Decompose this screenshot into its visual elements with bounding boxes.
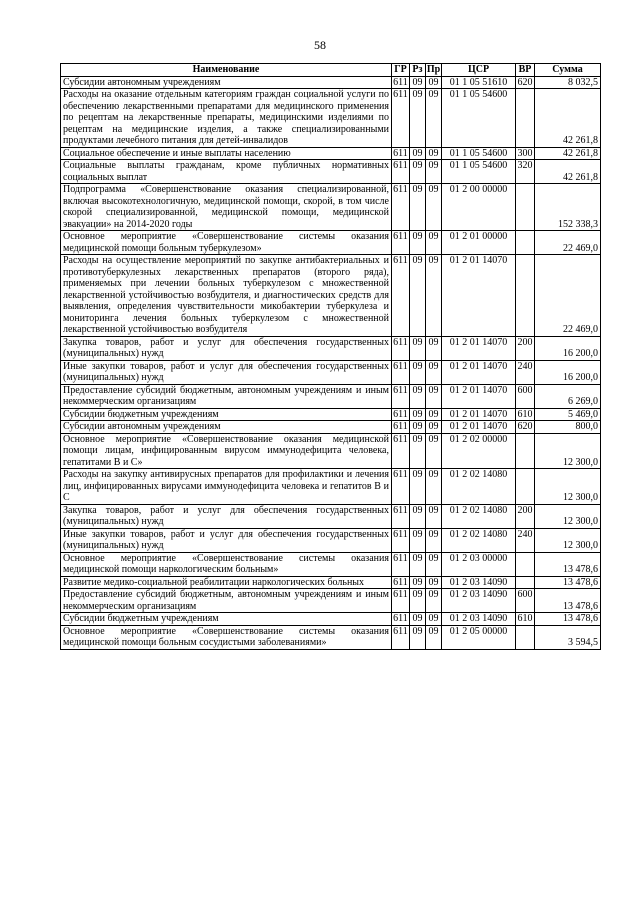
table-row [61,421,601,434]
cell-name: Иные закупки товаров, работ и услуг для обеспечения государственных (муниципальных) нужд [61,528,392,552]
cell-rz: 09 [410,360,426,384]
cell-rz: 09 [410,408,426,421]
table-row [61,255,601,337]
cell-csr: 01 1 05 54600 [442,147,516,160]
cell-name: Расходы на закупку антивирусных препаратов для профилактики и лечения лиц, инфицированных вирусами иммунодефицита человека и гепатитов В и С [61,469,392,505]
cell-rz: 09 [410,231,426,255]
cell-rz: 09 [410,528,426,552]
cell-pr: 09 [426,336,442,360]
header-gr: ГР [392,64,410,77]
cell-rz: 09 [410,589,426,613]
cell-sum: 152 338,3 [535,184,601,231]
cell-csr: 01 2 03 14090 [442,576,516,589]
cell-pr: 09 [426,469,442,505]
cell-name: Расходы на оказание отдельным категориям граждан социальной услуги по обеспечению лекарственными препаратами для медицинского применения по рецептам на лекарственные препараты, медицинскими изделиями по рецептам на медицинские изделия, а также специализированными продуктами лечебного питания для детей-инвалидов [61,89,392,148]
cell-pr: 09 [426,360,442,384]
cell-pr: 09 [426,76,442,89]
cell-gr: 611 [393,76,408,88]
cell-rz: 09 [410,613,426,626]
cell-gr: 611 [392,89,410,148]
table-row [61,469,601,505]
cell-name: Расходы на осуществление мероприятий по закупке антибактериальных и противотуберкулезных лекарственных препаратов (второго ряда), применяемых при лечении больных туберкулезом с множественной лекарственной устойчивостью возбудителя, и диагностических средств для выявления, определения чувствительности микобактерии туберкулеза и мониторинга лечения больных туберкулезом с множественной лекарственной устойчивостью возбудителя [61,255,392,337]
cell-csr: 01 2 01 14070 [442,255,516,337]
cell-pr: 09 [426,147,442,160]
cell-pr: 09 [426,504,442,528]
cell-vr: 200 [516,504,535,528]
cell-vr: 610 [517,408,533,420]
cell-vr: 600 [516,384,535,408]
cell-pr: 09 [426,589,442,613]
cell-pr: 09 [426,576,442,589]
cell-gr: 611 [393,613,408,624]
cell-gr: 611 [392,469,410,505]
cell-csr: 01 2 02 14080 [442,504,516,528]
table-row [61,408,601,421]
cell-sum: 12 300,0 [535,433,601,469]
budget-table [60,63,601,650]
header-rz: Рз [410,64,426,77]
table-body [61,76,601,649]
table-row [61,76,601,89]
cell-gr: 611 [393,421,408,432]
cell-vr [516,576,535,589]
cell-gr: 611 [392,360,410,384]
cell-csr: 01 2 01 14070 [442,360,516,384]
cell-csr: 01 2 02 14080 [442,469,516,505]
table-header-row [61,64,601,77]
cell-rz: 09 [410,184,426,231]
cell-rz: 09 [410,469,426,505]
cell-sum: 42 261,8 [535,89,601,148]
cell-sum: 42 261,8 [535,160,601,184]
cell-name: Иные закупки товаров, работ и услуг для обеспечения государственных (муниципальных) нужд [61,360,392,384]
cell-name: Закупка товаров, работ и услуг для обеспечения государственных (муниципальных) нужд [61,336,392,360]
cell-sum: 13 478,6 [535,589,601,613]
header-pr: Пр [426,64,441,75]
header-csr: ЦСР [442,64,516,77]
cell-name: Основное мероприятие «Совершенствование оказания медицинской помощи лицам, инфицированным вирусом иммунодефицита человека, гепатитами В и С» [61,433,392,469]
cell-vr [516,255,535,337]
cell-pr: 09 [426,231,442,255]
cell-name: Субсидии бюджетным учреждениям [61,613,392,626]
cell-vr: 240 [516,360,535,384]
cell-sum: 22 469,0 [535,231,601,255]
cell-rz: 09 [410,76,426,89]
table-row [61,184,601,231]
cell-name: Субсидии бюджетным учреждениям [61,408,392,421]
cell-name: Предоставление субсидий бюджетным, автономным учреждениям и иным некоммерческим организациям [61,384,392,408]
table-row [61,552,601,576]
cell-sum: 13 478,6 [535,552,601,576]
header-name: Наименование [61,64,392,77]
cell-vr [516,552,535,576]
cell-gr: 611 [393,576,408,588]
cell-name: Основное мероприятие «Совершенствование системы оказания медицинской помощи больным туберкулезом» [61,231,392,255]
cell-rz: 09 [410,89,426,148]
cell-name: Развитие медико-социальной реабилитации наркологических больных [61,576,392,589]
cell-csr: 01 2 03 14090 [442,589,516,613]
cell-csr: 01 2 03 00000 [442,552,516,576]
cell-gr: 611 [392,231,410,255]
cell-sum: 5 469,0 [535,408,601,421]
cell-sum: 12 300,0 [535,504,601,528]
cell-sum: 22 469,0 [535,255,601,337]
cell-rz: 09 [410,336,426,360]
cell-name: Социальные выплаты гражданам, кроме публичных нормативных социальных выплат [61,160,392,184]
cell-pr: 09 [426,613,442,626]
cell-sum: 8 032,5 [535,76,601,89]
cell-gr: 611 [392,504,410,528]
cell-name: Социальное обеспечение и иные выплаты населению [61,147,392,160]
cell-sum: 12 300,0 [535,469,601,505]
cell-csr: 01 2 03 14090 [442,613,516,626]
table-row [61,613,601,626]
cell-vr: 620 [517,421,533,432]
cell-rz: 09 [410,421,426,434]
cell-csr: 01 2 02 14080 [442,528,516,552]
cell-pr: 09 [426,89,442,148]
cell-vr [516,433,535,469]
cell-sum: 16 200,0 [535,336,601,360]
cell-vr: 610 [517,613,533,624]
cell-name: Закупка товаров, работ и услуг для обеспечения государственных (муниципальных) нужд [61,504,392,528]
cell-vr: 300 [517,147,533,159]
cell-rz: 09 [410,576,426,589]
cell-vr: 320 [516,160,535,184]
cell-vr [516,469,535,505]
table-row [61,528,601,552]
cell-sum: 13 478,6 [535,576,601,589]
cell-vr: 240 [516,528,535,552]
cell-sum: 3 594,5 [535,625,601,649]
cell-csr: 01 2 01 00000 [442,231,516,255]
cell-csr: 01 2 01 14070 [442,336,516,360]
cell-sum: 12 300,0 [535,528,601,552]
cell-vr [516,625,535,649]
cell-csr: 01 2 00 00000 [442,184,516,231]
cell-sum: 42 261,8 [535,147,601,160]
cell-pr: 09 [426,552,442,576]
table-row [61,433,601,469]
cell-pr: 09 [426,421,442,434]
cell-rz: 09 [410,504,426,528]
table-row [61,504,601,528]
table-row [61,231,601,255]
table-row [61,160,601,184]
cell-gr: 611 [392,384,410,408]
table-row [61,384,601,408]
cell-rz: 09 [410,384,426,408]
cell-pr: 09 [426,160,442,184]
table-row [61,89,601,148]
cell-pr: 09 [426,408,442,421]
cell-gr: 611 [392,160,410,184]
table-row [61,360,601,384]
header-sum: Сумма [535,64,601,77]
header-vr: ВР [516,64,535,77]
cell-csr: 01 2 02 00000 [442,433,516,469]
cell-rz: 09 [410,160,426,184]
cell-gr: 611 [392,528,410,552]
cell-csr: 01 1 05 51610 [442,76,516,89]
cell-name: Субсидии автономным учреждениям [61,76,392,89]
cell-csr: 01 2 01 14070 [442,384,516,408]
cell-gr: 611 [392,255,410,337]
cell-csr: 01 2 01 14070 [442,408,516,421]
cell-sum: 6 269,0 [535,384,601,408]
cell-rz: 09 [410,625,426,649]
table-row [61,576,601,589]
cell-csr: 01 1 05 54600 [442,160,516,184]
cell-name: Подпрограмма «Совершенствование оказания специализированной, включая высокотехнологичную, медицинской помощи, скорой, в том числе скорой специализированной, медицинской помощи, медицинской эвакуации» на 2014-2020 годы [61,184,392,231]
cell-gr: 611 [393,408,408,420]
cell-gr: 611 [392,184,410,231]
cell-sum: 800,0 [535,421,601,434]
cell-rz: 09 [410,147,426,160]
cell-pr: 09 [426,255,442,337]
cell-gr: 611 [392,552,410,576]
cell-pr: 09 [426,433,442,469]
cell-rz: 09 [410,255,426,337]
table-row [61,625,601,649]
cell-csr: 01 2 05 00000 [442,625,516,649]
table-row [61,589,601,613]
table-row [61,336,601,360]
cell-vr [516,89,535,148]
cell-pr: 09 [426,528,442,552]
cell-sum: 13 478,6 [535,613,601,626]
table-row [61,147,601,160]
cell-pr: 09 [426,184,442,231]
cell-gr: 611 [393,147,408,159]
cell-pr: 09 [426,384,442,408]
cell-sum: 16 200,0 [535,360,601,384]
cell-name: Предоставление субсидий бюджетным, автономным учреждениям и иным некоммерческим организациям [61,589,392,613]
cell-gr: 611 [392,336,410,360]
cell-vr: 620 [517,76,533,88]
cell-rz: 09 [410,552,426,576]
cell-vr [516,184,535,231]
cell-rz: 09 [410,433,426,469]
cell-csr: 01 2 01 14070 [442,421,516,434]
cell-csr: 01 1 05 54600 [442,89,516,148]
cell-gr: 611 [392,625,410,649]
cell-vr [516,231,535,255]
cell-vr: 600 [516,589,535,613]
cell-name: Субсидии автономным учреждениям [61,421,392,434]
cell-name: Основное мероприятие «Совершенствование системы оказания медицинской помощи больным сосудистыми заболеваниями» [61,625,392,649]
cell-name: Основное мероприятие «Совершенствование системы оказания медицинской помощи наркологическим больным» [61,552,392,576]
page-number: 58 [314,38,326,52]
cell-vr: 200 [516,336,535,360]
cell-pr: 09 [426,625,442,649]
cell-gr: 611 [392,589,410,613]
cell-gr: 611 [392,433,410,469]
